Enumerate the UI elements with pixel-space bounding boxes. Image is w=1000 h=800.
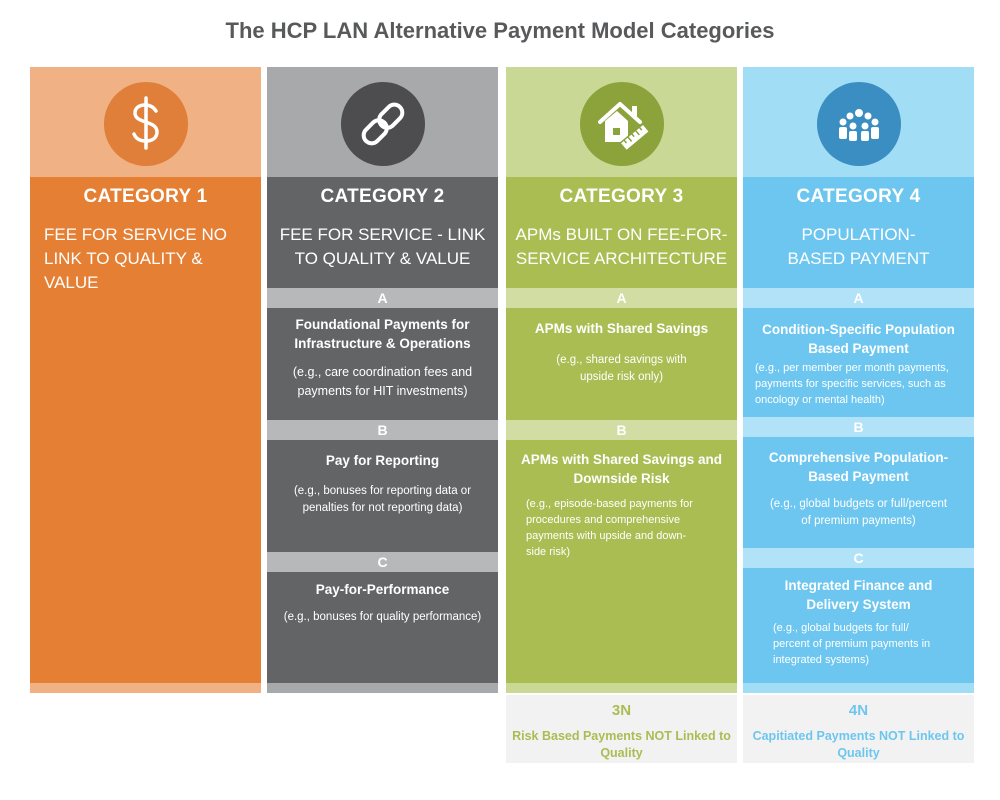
subcategory-letter-c: C bbox=[743, 548, 974, 568]
house-ruler-icon bbox=[580, 82, 664, 166]
category-4n-label: 4N bbox=[848, 702, 869, 719]
subcategory-3a bbox=[506, 319, 737, 386]
subcategory-title: Comprehensive Population-Based Payment bbox=[768, 450, 949, 484]
category-2-bottom-strip bbox=[267, 683, 498, 693]
subcategory-2b bbox=[267, 451, 498, 517]
category-1-icon-band bbox=[30, 67, 261, 177]
category-4-bottom-strip bbox=[743, 683, 974, 693]
subcategory-title: APMs with Shared Savings bbox=[534, 321, 709, 336]
category-3n-description: Risk Based Payments NOT Linked to Quality bbox=[512, 729, 731, 760]
subcategory-example: (e.g., bonuses for reporting data or penalties for not reporting data) bbox=[293, 485, 472, 514]
chain-link-icon bbox=[341, 82, 425, 166]
category-2-icon-band bbox=[267, 67, 498, 177]
category-3n-label: 3N bbox=[611, 702, 632, 719]
category-4-header bbox=[743, 177, 974, 288]
category-3-icon-band bbox=[506, 67, 737, 177]
category-label: CATEGORY 4 bbox=[796, 186, 921, 207]
category-3n-box bbox=[506, 695, 737, 763]
population-icon bbox=[817, 82, 901, 166]
subcategory-title: APMs with Shared Savings and Downside Risk bbox=[520, 452, 723, 486]
subcategory-title: Condition-Specific Population Based Payment bbox=[762, 322, 955, 356]
subcategory-4a bbox=[743, 320, 974, 408]
subcategory-4b bbox=[743, 448, 974, 530]
subcategory-example: (e.g., per member per month payments, payments for specific services, such as oncology or mental health) bbox=[755, 362, 949, 406]
subcategory-letter-c: C bbox=[267, 552, 498, 572]
category-4n-box bbox=[743, 695, 974, 763]
category-description: POPULATION-BASED PAYMENT bbox=[787, 225, 930, 268]
category-4-icon-band bbox=[743, 67, 974, 177]
subcategory-4c bbox=[743, 576, 974, 668]
subcategory-letter-a: A bbox=[743, 288, 974, 308]
category-label: CATEGORY 1 bbox=[83, 186, 208, 207]
subcategory-2c bbox=[267, 580, 498, 626]
subcategory-3b bbox=[506, 450, 737, 560]
category-2-header bbox=[267, 177, 498, 288]
subcategory-example: (e.g., bonuses for quality performance) bbox=[283, 611, 482, 623]
category-3-header bbox=[506, 177, 737, 288]
dollar-icon bbox=[104, 82, 188, 166]
subcategory-letter-b: B bbox=[267, 420, 498, 440]
subcategory-example: (e.g., episode-based payments for procedures and comprehensive payments with upside and down-side risk) bbox=[526, 498, 693, 558]
category-3-bottom-strip bbox=[506, 683, 737, 693]
subcategory-title: Integrated Finance and Delivery System bbox=[784, 578, 933, 612]
subcategory-letter-b: B bbox=[506, 420, 737, 440]
subcategory-example: (e.g., global budgets or full/percent of premium payments) bbox=[769, 498, 948, 527]
subcategory-title: Foundational Payments for Infrastructure & Operations bbox=[294, 317, 471, 351]
category-description: APMs BUILT ON FEE-FOR-SERVICE ARCHITECTURE bbox=[515, 225, 728, 268]
subcategory-example: (e.g., care coordination fees and payments for HIT investments) bbox=[292, 365, 473, 398]
page-title: The HCP LAN Alternative Payment Model Categories bbox=[225, 18, 775, 43]
category-label: CATEGORY 2 bbox=[320, 186, 445, 207]
subcategory-title: Pay-for-Performance bbox=[315, 582, 450, 597]
category-1-header bbox=[30, 177, 261, 292]
category-4n-description: Capitiated Payments NOT Linked to Quality bbox=[752, 729, 965, 760]
category-description: FEE FOR SERVICE NO LINK TO QUALITY & VALUE bbox=[44, 225, 227, 292]
category-label: CATEGORY 3 bbox=[559, 186, 684, 207]
category-1-bottom-strip bbox=[30, 683, 261, 693]
subcategory-example: (e.g., shared savings with upside risk only) bbox=[556, 354, 687, 383]
subcategory-title: Pay for Reporting bbox=[325, 453, 440, 468]
category-description: FEE FOR SERVICE - LINK TO QUALITY & VALUE bbox=[279, 225, 486, 268]
subcategory-letter-a: A bbox=[267, 288, 498, 308]
subcategory-letter-a: A bbox=[506, 288, 737, 308]
subcategory-example: (e.g., global budgets for full/ percent of premium payments in integrated systems) bbox=[773, 622, 931, 666]
subcategory-letter-b: B bbox=[743, 417, 974, 437]
subcategory-2a bbox=[267, 315, 498, 401]
